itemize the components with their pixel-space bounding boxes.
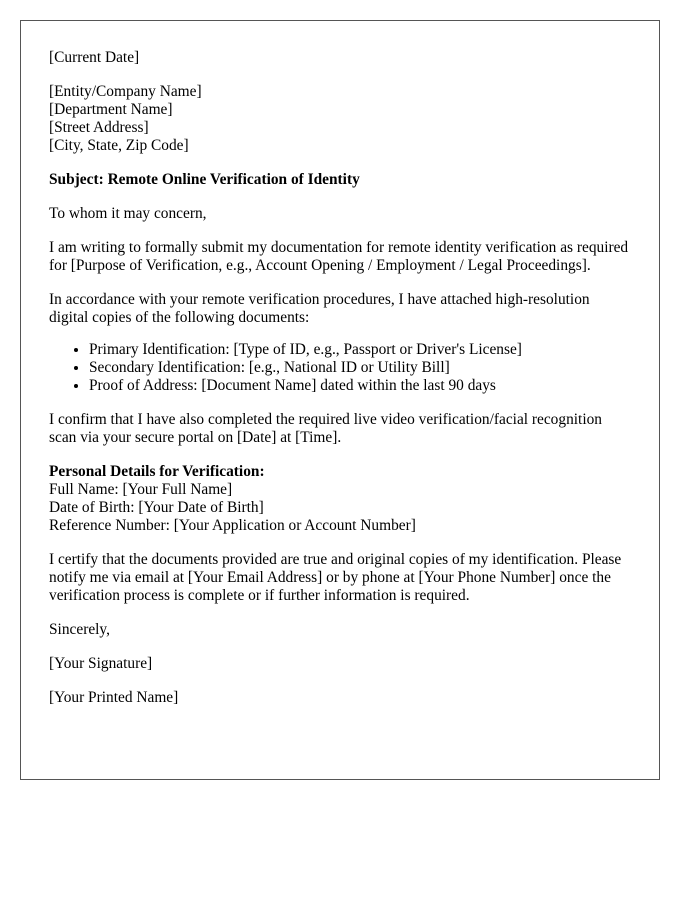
letter-salutation: To whom it may concern, [49, 205, 207, 222]
paragraph-certification: I certify that the documents provided are true and original copies of my identification. Please notify me via email at [Your Email Address] or by phone at [Your Phone Number] once the verification process is complete or if further information is required. [49, 551, 622, 604]
recipient-entity: [Entity/Company Name] [49, 83, 202, 100]
letter-date: [Current Date] [49, 49, 140, 66]
paragraph-video-verification: I confirm that I have also completed the required live video verification/facial recognition scan via your secure portal on [Date] at [Time]. [49, 411, 602, 446]
list-item: • Secondary Identification: [e.g., National ID or Utility Bill] [89, 359, 631, 377]
personal-details-heading: Personal Details for Verification: [49, 463, 265, 480]
recipient-street: [Street Address] [49, 119, 149, 136]
paragraph-purpose: I am writing to formally submit my documentation for remote identity verification as required for [Purpose of Verification, e.g., Account Opening / Employment / Legal Proceedings]. [49, 239, 629, 274]
recipient-city: [City, State, Zip Code] [49, 137, 189, 154]
documents-list [49, 341, 631, 395]
paragraph-documents-intro: In accordance with your remote verification procedures, I have attached high-resolution digital copies of the following documents: [49, 291, 590, 326]
detail-reference-number: Reference Number: [Your Application or Account Number] [49, 517, 416, 534]
list-item: • Primary Identification: [Type of ID, e.g., Passport or Driver's License] [89, 341, 631, 359]
list-item: • Proof of Address: [Document Name] dated within the last 90 days [89, 377, 631, 395]
letter-page [20, 20, 660, 780]
detail-date-of-birth: Date of Birth: [Your Date of Birth] [49, 499, 264, 516]
detail-full-name: Full Name: [Your Full Name] [49, 481, 233, 498]
letter-closing: Sincerely, [49, 621, 110, 638]
recipient-address [49, 83, 631, 155]
printed-name-placeholder: [Your Printed Name] [49, 689, 179, 706]
recipient-department: [Department Name] [49, 101, 173, 118]
signature-placeholder: [Your Signature] [49, 655, 153, 672]
personal-details [49, 463, 631, 535]
letter-subject: Subject: Remote Online Verification of Identity [49, 171, 360, 188]
